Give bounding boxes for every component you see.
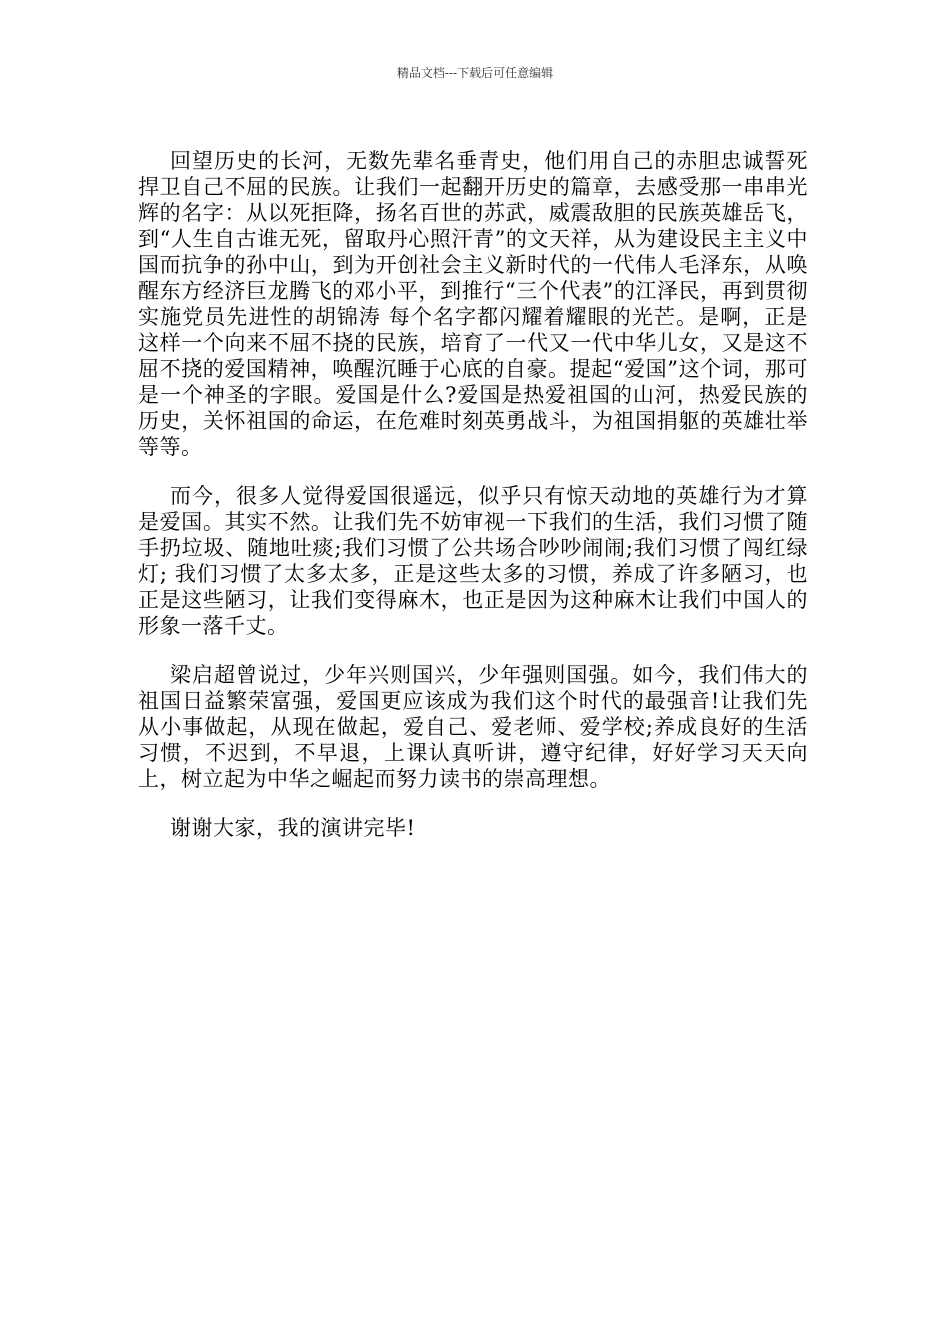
speech-body bbox=[138, 148, 808, 864]
paragraph-youth: 梁启超曾说过，少年兴则国兴，少年强则国强。如今，我们伟大的祖国日益繁荣富强，爱国更应该成为我们这个时代的最强音!让我们先从小事做起，从现在做起，爱自己、爱老师、爱学校;养成良好的生活习惯，不迟到，不早退，上课认真听讲，遵守纪律，好好学习天天向上，树立起为中华之崛起而努力读书的崇高理想。 bbox=[138, 663, 808, 791]
paragraph-history: 回望历史的长河，无数先辈名垂青史，他们用自己的赤胆忠诚誓死捍卫自己不屈的民族。让我们一起翻开历史的篇章，去感受那一串串光辉的名字：从以死拒降，扬名百世的苏武，威震敌胆的民族英雄岳飞，到“人生自古谁无死，留取丹心照汗青”的文天祥，从为建设民主主义中国而抗争的孙中山，到为开创社会主义新时代的一代伟人毛泽东，从唤醒东方经济巨龙腾飞的邓小平，到推行“三个代表”的江泽民，再到贯彻实施党员先进性的胡锦涛 每个名字都闪耀着耀眼的光芒。是啊，正是这样一个向来不屈不挠的民族，培育了一代又一代中华儿女，又是这不屈不挠的爱国精神，唤醒沉睡于心底的自豪。提起“爱国”这个词，那可是一个神圣的字眼。爱国是什么?爱国是热爱祖国的山河，热爱民族的历史，关怀祖国的命运，在危难时刻英勇战斗，为祖国捐躯的英雄壮举等等。 bbox=[138, 149, 808, 459]
page-header: 精品文档---下载后可任意编辑 bbox=[396, 66, 554, 80]
paragraph-habits: 而今，很多人觉得爱国很遥远，似乎只有惊天动地的英雄行为才算是爱国。其实不然。让我们先不妨审视一下我们的生活，我们习惯了随手扔垃圾、随地吐痰;我们习惯了公共场合吵吵闹闹;我们习惯了闯红绿灯; 我们习惯了太多太多，正是这些太多的习惯，养成了许多陋习，也正是这些陋习，让我们变得麻木，也正是因为这种麻木让我们中国人的形象一落千丈。 bbox=[138, 484, 808, 638]
paragraph-closing: 谢谢大家，我的演讲完毕! bbox=[170, 816, 416, 840]
